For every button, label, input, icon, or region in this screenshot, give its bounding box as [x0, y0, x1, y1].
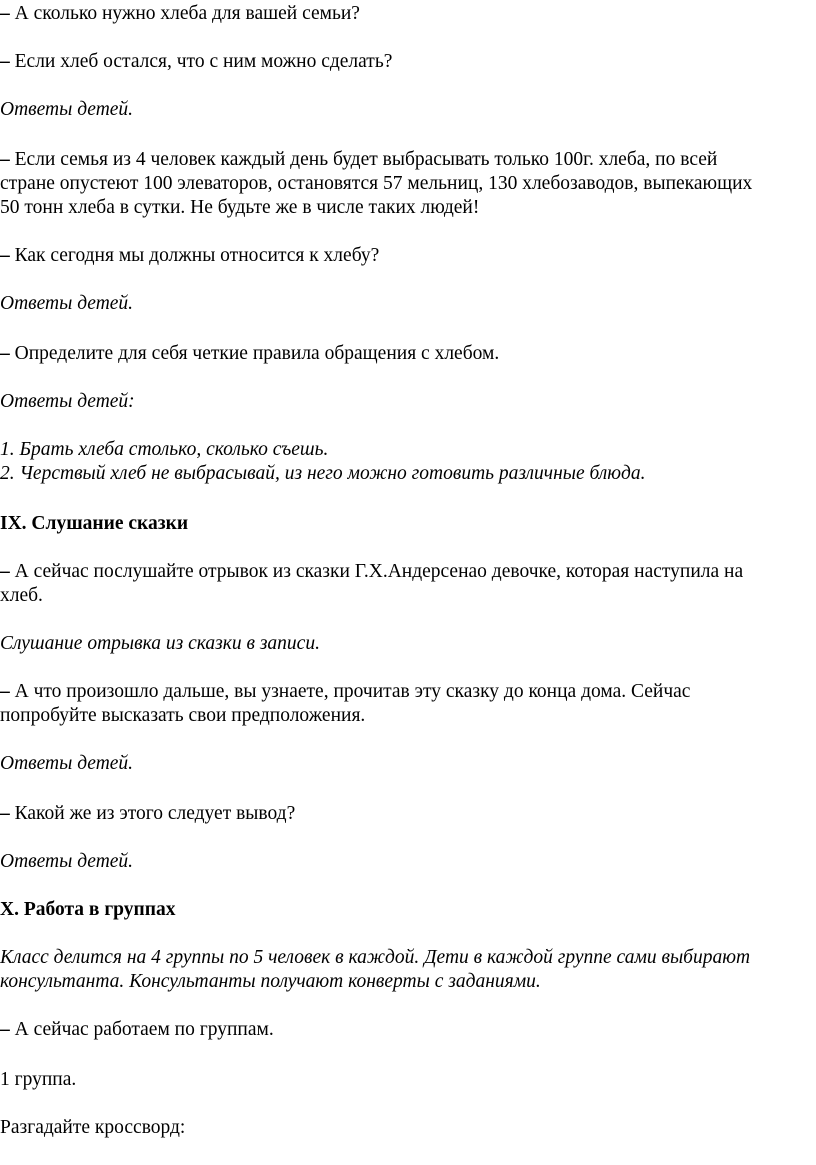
- section-heading-ix: IX. Слушание сказки: [0, 513, 189, 534]
- dash: –: [0, 51, 10, 72]
- paragraph-family-line-1: – Если семья из 4 человек каждый день будет выбрасывать только 100г. хлеба, по всей: [0, 149, 718, 170]
- question-bread-amount: – А сколько нужно хлеба для вашей семьи?: [0, 3, 360, 24]
- paragraph-tale-line-1: – А сейчас послушайте отрывок из сказки Г.Х.Андерсенао девочке, которая наступила на: [0, 561, 744, 582]
- listening-note: Слушание отрывка из сказки в записи.: [0, 633, 320, 654]
- rule-item-1: 1. Брать хлеба столько, сколько съешь.: [0, 439, 329, 460]
- paragraph-continue-line-1: – А что произошло дальше, вы узнаете, прочитав эту сказку до конца дома. Сейчас: [0, 681, 691, 702]
- paragraph-continue-line-2: попробуйте высказать свои предположения.: [0, 705, 366, 726]
- group-1-label: 1 группа.: [0, 1069, 77, 1090]
- dash: –: [0, 1019, 10, 1040]
- question-attitude: – Как сегодня мы должны относится к хлебу?: [0, 245, 380, 266]
- question-conclusion: – Какой же из этого следует вывод?: [0, 803, 296, 824]
- paragraph-family-line-3: 50 тонн хлеба в сутки. Не будьте же в числе таких людей!: [0, 197, 480, 218]
- groups-description-line-1: Класс делится на 4 группы по 5 человек в каждой. Дети в каждой группе сами выбирают: [0, 947, 751, 968]
- dash: –: [0, 681, 10, 702]
- rule-item-2: 2. Черствый хлеб не выбрасывай, из него можно готовить различные блюда.: [0, 463, 646, 484]
- section-heading-x: X. Работа в группах: [0, 899, 176, 920]
- paragraph-tale-line-2: хлеб.: [0, 585, 43, 606]
- children-answers: Ответы детей.: [0, 293, 134, 314]
- dash: –: [0, 149, 10, 170]
- children-answers: Ответы детей.: [0, 99, 134, 120]
- dash: –: [0, 245, 10, 266]
- children-answers: Ответы детей:: [0, 391, 135, 412]
- question-bread-left: – Если хлеб остался, что с ним можно сделать?: [0, 51, 393, 72]
- dash: –: [0, 803, 10, 824]
- paragraph-family-line-2: стране опустеют 100 элеваторов, остановятся 57 мельниц, 130 хлебозаводов, выпекающих: [0, 173, 753, 194]
- dash: –: [0, 343, 10, 364]
- crossword-instruction: Разгадайте кроссворд:: [0, 1117, 186, 1138]
- dash: –: [0, 3, 10, 24]
- instruction-rules: – Определите для себя четкие правила обращения с хлебом.: [0, 343, 500, 364]
- children-answers: Ответы детей.: [0, 753, 134, 774]
- dash: –: [0, 561, 10, 582]
- groups-description-line-2: консультанта. Консультанты получают конверты с заданиями.: [0, 971, 541, 992]
- children-answers: Ответы детей.: [0, 851, 134, 872]
- instruction-groups: – А сейчас работаем по группам.: [0, 1019, 274, 1040]
